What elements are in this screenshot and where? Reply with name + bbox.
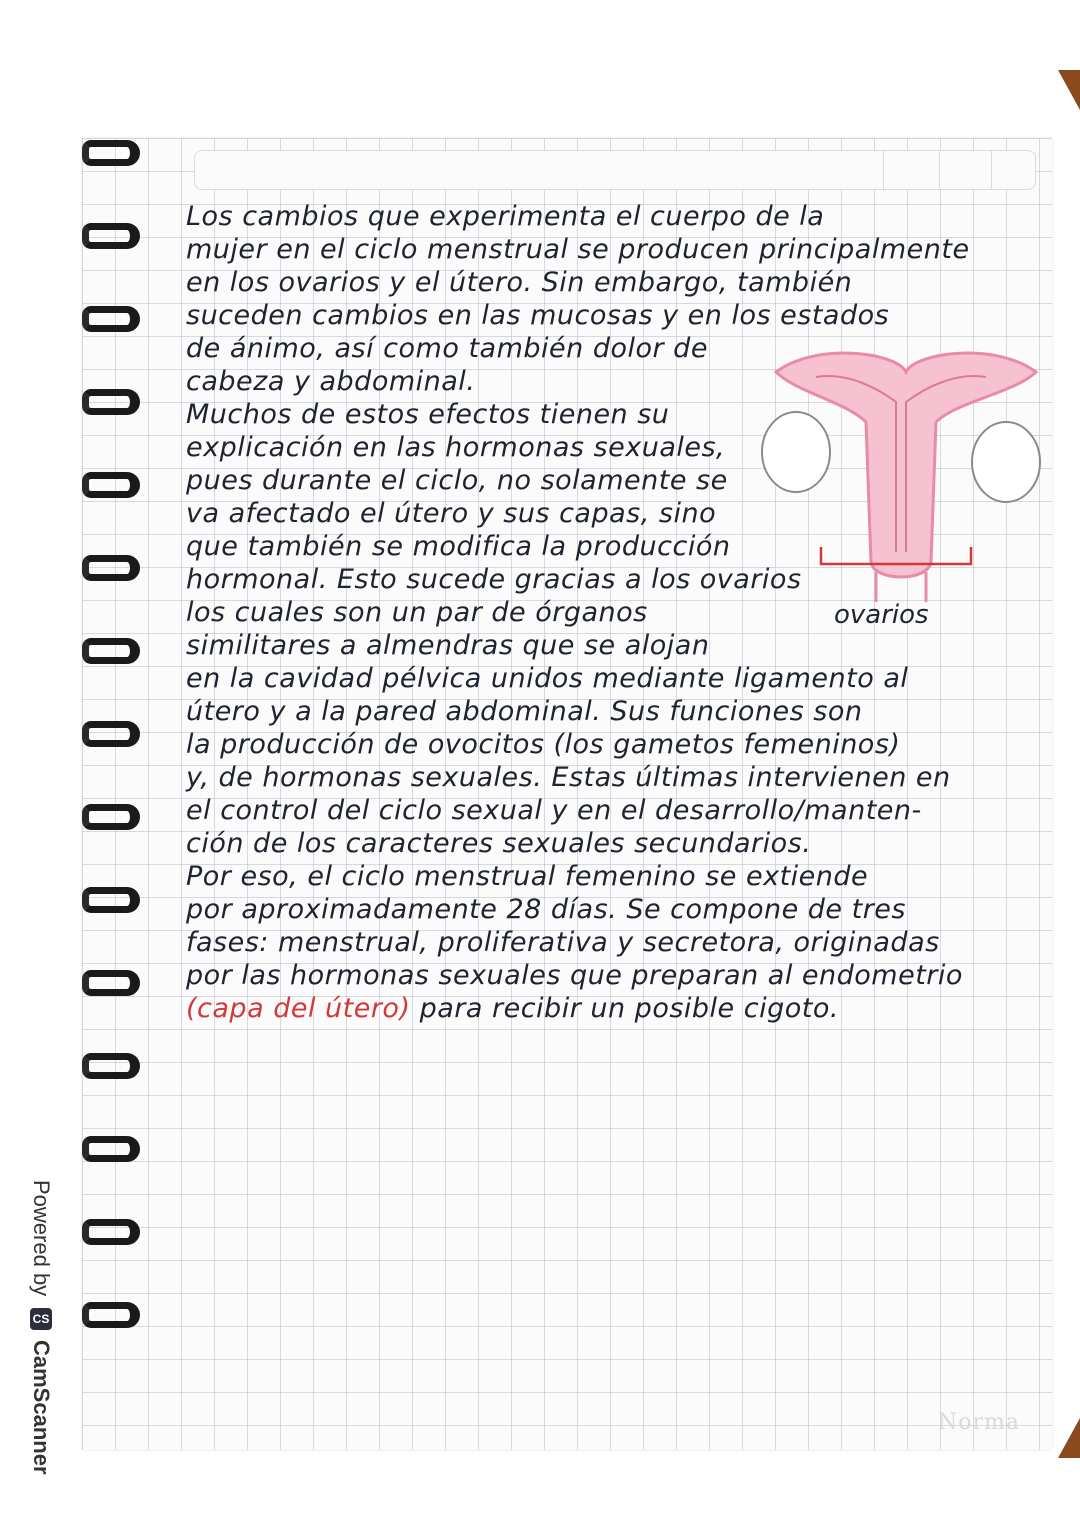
spiral-ring bbox=[82, 800, 156, 838]
note-line: fases: menstrual, proliferativa y secretora, originadas bbox=[186, 927, 940, 958]
note-line: la producción de ovocitos (los gametos femeninos) bbox=[186, 729, 901, 760]
note-line: ción de los caracteres sexuales secundarios. bbox=[186, 828, 812, 859]
note-line: similitares a almendras que se alojan bbox=[186, 630, 710, 661]
powered-by-text: Powered by bbox=[29, 1180, 54, 1297]
note-line: hormonal. Esto sucede gracias a los ovarios bbox=[186, 564, 802, 595]
uterus-illustration bbox=[756, 332, 1046, 632]
note-line: los cuales son un par de órganos bbox=[186, 597, 648, 628]
note-line: Por eso, el ciclo menstrual femenino se extiende bbox=[186, 861, 869, 892]
note-line: útero y a la pared abdominal. Sus funciones son bbox=[186, 696, 863, 727]
note-line-rest: para recibir un posible cigoto. bbox=[410, 993, 839, 1024]
note-line: el control del ciclo sexual y en el desarrollo/manten- bbox=[186, 795, 922, 826]
note-line: suceden cambios en las mucosas y en los estados bbox=[186, 300, 890, 331]
spiral-ring bbox=[82, 634, 156, 672]
spiral-ring bbox=[82, 883, 156, 921]
notebook-brand-watermark: Norma bbox=[938, 1410, 1020, 1435]
note-line: por aproximadamente 28 días. Se compone de tres bbox=[186, 894, 906, 925]
note-line: por las hormonas sexuales que preparan al endometrio bbox=[186, 960, 963, 991]
note-line: Los cambios que experimenta el cuerpo de la bbox=[186, 201, 825, 232]
note-line: cabeza y abdominal. bbox=[186, 366, 476, 397]
scanner-branding bbox=[16, 1180, 62, 1510]
note-line-last bbox=[186, 992, 1046, 1025]
note-line: en la cavidad pélvica unidos mediante ligamento al bbox=[186, 663, 909, 694]
ovaries-label: ovarios bbox=[834, 600, 929, 630]
note-line: va afectado el útero y sus capas, sino bbox=[186, 498, 717, 529]
spiral-ring bbox=[82, 1132, 156, 1170]
date-header-box bbox=[194, 150, 1036, 190]
note-line: de ánimo, así como también dolor de bbox=[186, 333, 708, 364]
camscanner-logo-icon: CS bbox=[30, 1308, 52, 1330]
spiral-ring bbox=[82, 1215, 156, 1253]
camscanner-brand: CamScanner bbox=[29, 1340, 54, 1475]
spiral-ring bbox=[82, 468, 156, 506]
note-line: explicación en las hormonas sexuales, bbox=[186, 432, 726, 463]
red-annotation: (capa del útero) bbox=[186, 993, 411, 1024]
spiral-ring bbox=[82, 385, 156, 423]
note-line: Muchos de estos efectos tienen su bbox=[186, 399, 670, 430]
spiral-ring bbox=[82, 302, 156, 340]
note-line: mujer en el ciclo menstrual se producen principalmente bbox=[186, 234, 970, 265]
note-line: que también se modifica la producción bbox=[186, 531, 731, 562]
note-line: en los ovarios y el útero. Sin embargo, también bbox=[186, 267, 853, 298]
spiral-ring bbox=[82, 551, 156, 589]
spiral-ring bbox=[82, 717, 156, 755]
spiral-ring bbox=[82, 136, 156, 174]
note-line: y, de hormonas sexuales. Estas últimas intervienen en bbox=[186, 762, 951, 793]
page-corner-bottom bbox=[1058, 1418, 1080, 1458]
spiral-ring bbox=[82, 219, 156, 257]
page-corner-top bbox=[1058, 70, 1080, 110]
spiral-ring bbox=[82, 1298, 156, 1336]
spiral-binding bbox=[82, 136, 172, 1396]
spiral-ring bbox=[82, 1049, 156, 1087]
note-line: pues durante el ciclo, no solamente se bbox=[186, 465, 728, 496]
spiral-ring bbox=[82, 966, 156, 1004]
